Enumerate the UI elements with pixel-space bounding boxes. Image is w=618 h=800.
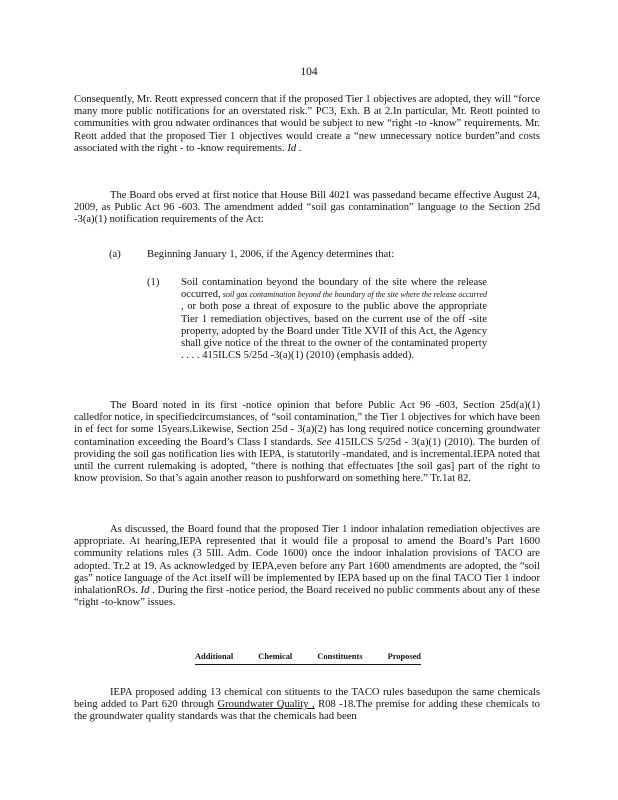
- list-text-a: Beginning January 1, 2006, if the Agency determines that:: [147, 249, 395, 260]
- paragraph-indoor-inhalation: [74, 524, 540, 609]
- statute-text-b: , or both pose a threat of exposure to the public above the appropriate Tier 1 remediation objectives, based on the current use of the off -site property, adopted by the Board under Title XVII of this Act, the Agency shall give notice of the threat to the owner of the contaminated property . . . . 415ILCS 5/25d -3(a)(1) (2010) (emphasis added).: [181, 301, 487, 362]
- statute-text-a: Soil contamination beyond the boundary of the site where the release occurred,: [181, 277, 487, 301]
- citation-id: Id: [140, 585, 150, 597]
- paragraph-text: Consequently, Mr. Reott expressed concern that if the proposed Tier 1 objectives are adopted, they will “force many more public notifications for an overstated risk.” PC3, Exh. B at 2.In particular, Mr. Reott pointed to communities with grou ndwater ordinances that would be subject to new “right -to -know” requirements. Mr. Reott added that the proposed Tier 1 objectives would create a “new unnecessary notice burden”and costs associated with the right - to -know requirements.: [74, 94, 540, 154]
- statute-inserted-text: soil gas contamination beyond the boundary of the site where the release occurred: [220, 290, 487, 300]
- citation-id: Id: [287, 142, 297, 154]
- paragraph-reott-concern: [74, 94, 540, 155]
- page-number: 104: [300, 66, 318, 78]
- paragraph-house-bill: [74, 190, 540, 227]
- paragraph-text-b: R08 -18.The premise for adding these chemicals to the groundwater quality standards was that the chemicals had been: [74, 699, 540, 723]
- heading-word-2: Chemical: [258, 652, 293, 661]
- statute-quote: [181, 277, 487, 362]
- paragraph-text-b: . During the first -notice period, the Board received no public comments about any of these “right -to-know” issues.: [74, 585, 540, 609]
- paragraph-text: The Board obs erved at first notice that House Bill 4021 was passedand became effective August 24, 2009, as Public Act 96 -603. The amendment added “soil gas contamination” language to the Section 25d -3(a)(1) notification requirements of the Act:: [74, 190, 540, 226]
- paragraph-additional-chemicals: [74, 687, 540, 724]
- paragraph-text: IEPA proposed adding 13 chemical con stituents to the TACO rules basedupon the same chemicals being added to Part 620 through: [74, 687, 540, 711]
- list-label-1: (1): [147, 277, 160, 288]
- paragraph-text-end: .: [296, 142, 302, 154]
- heading-word-1: Additional: [195, 652, 234, 661]
- paragraph-text-b: 415ILCS 5/25d - 3(a)(1) (2010). The burden of providing the soil gas notification lies with IEPA, is statutorily -mandated, and is incremental.IEPA noted that until the current rulemaking is adopted, “there is nothing that effectuates [the soil gas] part of the right to know provision. So that’s again another reason to pushforward on something here.” Tr.1at 82.: [74, 436, 541, 485]
- section-heading: [195, 651, 421, 665]
- citation-see: See: [316, 436, 332, 448]
- heading-word-3: Constituents: [317, 652, 363, 661]
- paragraph-first-notice-opinion: [74, 400, 540, 485]
- heading-word-4: Proposed: [387, 652, 421, 661]
- underlined-title: Groundwater Quality ,: [217, 699, 315, 711]
- list-label-a: (a): [109, 249, 121, 260]
- paragraph-text: The Board noted in its first -notice opinion that before Public Act 96 -603, Section 25d(a)(1) calledfor notice, in specifiedcircumstances, of “soil contamination,” the Tier 1 objectives for which have been in ef fect for some 15years.Likewise, Section 25d - 3(a)(2) has long required notice concerning groundwater contamination exceeding the Board’s Class I standards.: [74, 400, 540, 448]
- paragraph-text: As discussed, the Board found that the proposed Tier 1 indoor inhalation remediation objectives are appropriate. At hearing,IEPA represented that it would file a proposal to amend the Board’s Part 1600 community relations rules (3 5Ill. Adm. Code 1600) once the indoor inhalation provisions of TACO are adopted. Tr.2 at 19. As acknowledged by IEPA,even before any Part 1600 amendments are adopted, the “soil gas” notice language of the Act itself will be implemented by IEPA based up on the final TACO Tier 1 indoor inhalationROs.: [74, 524, 540, 597]
